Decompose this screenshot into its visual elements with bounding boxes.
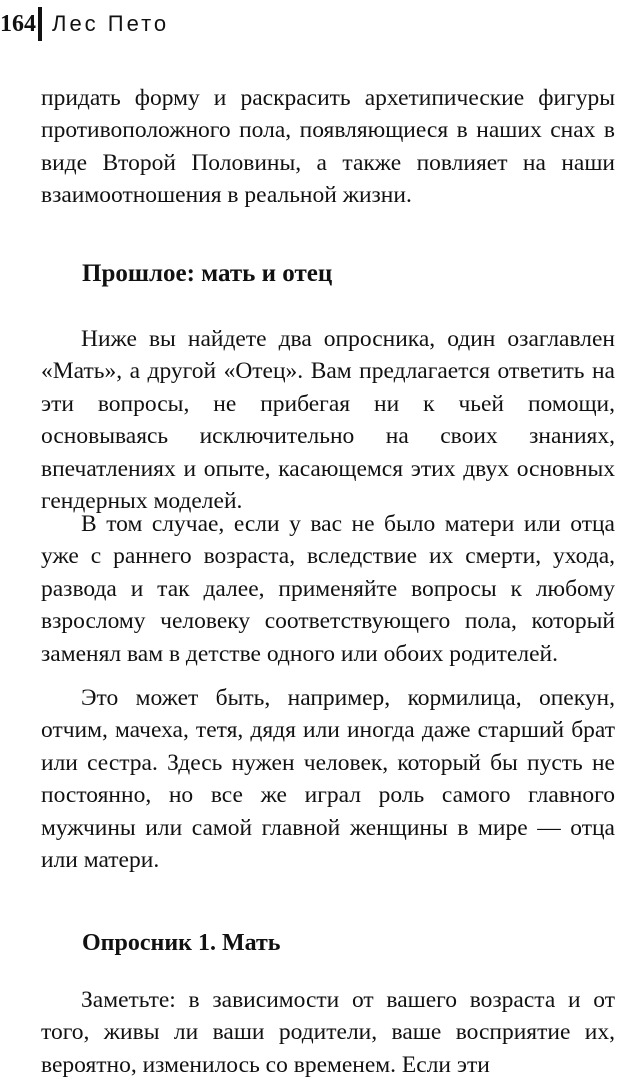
- book-title: Лес Пето: [52, 11, 170, 36]
- running-head: [0, 4, 169, 44]
- header-rule: [38, 7, 42, 41]
- page-number: 164: [0, 10, 36, 37]
- section-heading-questionnaire-mother: Опросник 1. Мать: [82, 930, 281, 956]
- section-heading-past: Прошлое: мать и отец: [82, 260, 333, 287]
- paragraph-questionnaire-note: Заметьте: в зависимости от вашего возраста и от того, живы ли ваши родители, ваше восприятие их, вероятно, изменилось со временем. Если эти: [41, 987, 615, 1078]
- paragraph-absent-parent: В том случае, если у вас не было матери или отца уже с раннего возраста, вследствие их смерти, ухода, развода и так далее, применяйте вопросы к любому взрослому человеку соответствующего пола, который заменял вам в детстве одного или обоих родителей.: [41, 511, 615, 667]
- paragraph-substitute-figure: Это может быть, например, кормилица, опекун, отчим, мачеха, тетя, дядя или иногда даже старший брат или сестра. Здесь нужен человек, который бы пусть не постоянно, но все же играл роль самого главного мужчины или самой главной женщины в мире — отца или матери.: [41, 685, 615, 874]
- paragraph-questionnaires-intro: Ниже вы найдете два опросника, один озаглавлен «Мать», а другой «Отец». Вам предлагается ответить на эти вопросы, не прибегая ни к чьей помощи, основываясь исключительно на своих знаниях, впечатлениях и опыте, касающемся этих двух основных гендерных моделей.: [41, 326, 615, 515]
- paragraph-continuation: придать форму и раскрасить архетипические фигуры противоположного пола, появляющиеся в наших снах в виде Второй Половины, а также повлияет на наши взаимоотношения в реальной жизни.: [41, 85, 615, 209]
